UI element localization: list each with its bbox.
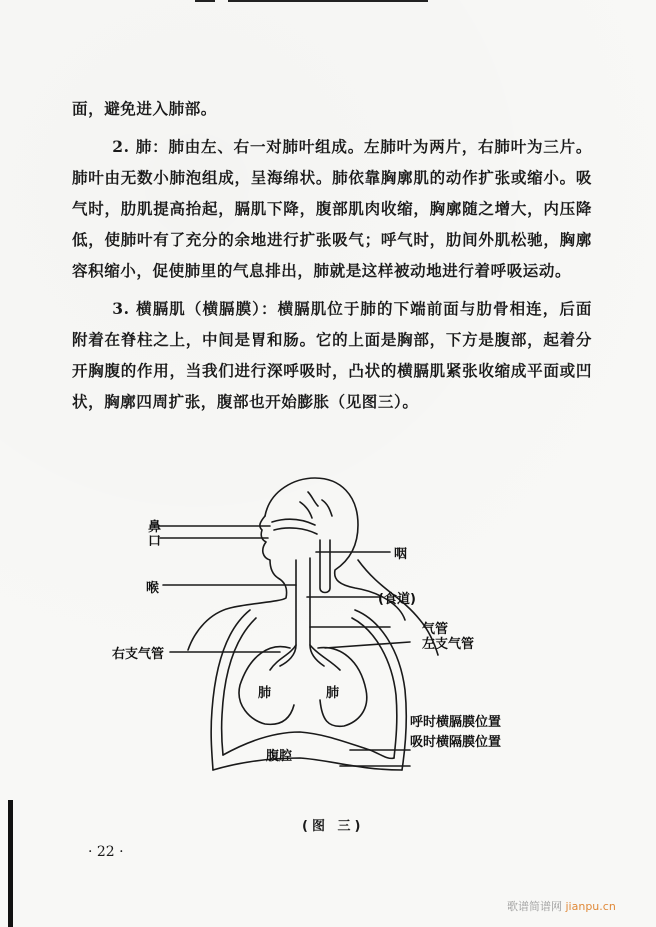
label-pharynx: 咽: [394, 547, 408, 562]
watermark-en: jianpu.cn: [565, 900, 616, 913]
label-left-bronchus: 左支气管: [422, 637, 475, 652]
page-number: · 22 ·: [88, 844, 124, 860]
figure-caption: (图 三): [302, 819, 365, 834]
respiratory-system-diagram: [100, 470, 560, 790]
top-edge-rule: [228, 0, 428, 2]
paragraph-lungs: 2. 肺：肺由左、右一对肺叶组成。左肺叶为两片，右肺叶为三片。肺叶由无数小肺泡组成，呈海绵状。肺依靠胸廓肌的动作扩张或缩小。吸气时，肋肌提高抬起，膈肌下降，腹部肌肉收缩，胸廓随之增大，内压降低，使肺叶有了充分的余地进行扩张吸气；呼气时，肋间外肌松驰，胸廓容积缩小，促使肺里的气息排出，肺就是这样被动地进行着呼吸运动。: [72, 137, 592, 280]
label-larynx: 喉: [146, 581, 160, 596]
label-nose: 鼻: [148, 520, 162, 535]
label-exhale-diaphragm: 呼时横膈膜位置: [410, 715, 502, 730]
watermark: [507, 898, 616, 914]
body-text: [72, 93, 592, 417]
label-right-bronchus: 右支气管: [112, 647, 165, 662]
paragraph-continuation: 面，避免进入肺部。: [72, 99, 217, 118]
label-lung-right: 肺: [258, 686, 272, 701]
label-esophagus: (食道): [378, 592, 416, 607]
label-trachea: 气管: [422, 622, 449, 637]
watermark-cn: 歌谱简谱网: [507, 900, 562, 913]
label-lung-left: 肺: [326, 686, 340, 701]
binding-edge: [8, 800, 13, 927]
label-abdominal-cavity: 腹腔: [266, 749, 293, 764]
top-edge-rule: [195, 0, 215, 2]
label-mouth: 口: [148, 534, 162, 549]
paragraph-diaphragm: 3. 横膈肌（横膈膜）：横膈肌位于肺的下端前面与肋骨相连，后面附着在脊柱之上，中间是胃和肠。它的上面是胸部，下方是腹部，起着分开胸腹的作用，当我们进行深呼吸时，凸状的横膈肌紧张收缩成平面或凹状，胸廓四周扩张，腹部也开始膨胀（见图三）。: [72, 299, 592, 411]
label-inhale-diaphragm: 吸时横隔膜位置: [410, 735, 502, 750]
